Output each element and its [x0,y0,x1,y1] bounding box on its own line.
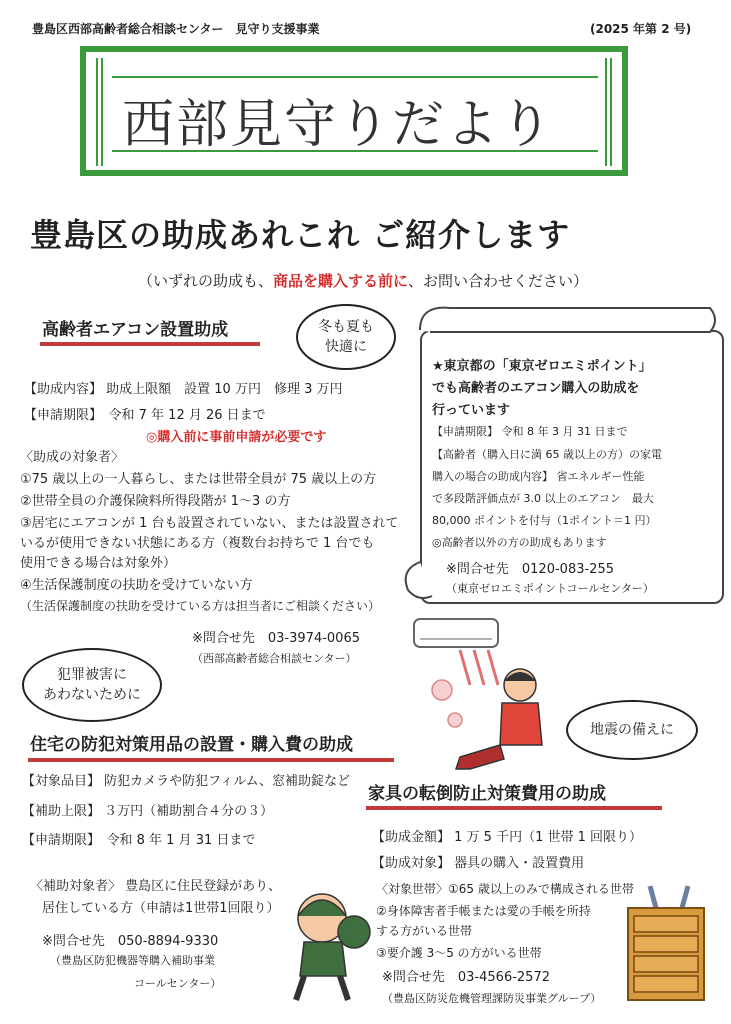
crime-contact-org: コールセンター） [134,977,222,990]
newsletter-title: 西部見守りだより [122,95,555,155]
zero-emi-detail: 購入の場合の助成内容】 省エネルギー性能 [432,470,645,483]
crime-period: 【申請期限】 令和 8 年 1 月 31 日まで [22,833,256,848]
aircon-target-item: いるが使用できない状態にある方（複数台お持ちで 1 台でも [20,536,375,551]
thief-illustration [282,888,372,1008]
furniture-contact-org: （豊島区防災危機管理課防災事業グループ） [382,992,602,1005]
aircon-period: 【申請期限】 令和 7 年 12 月 26 日まで [24,408,266,423]
furniture-target: 【助成対象】 器具の購入・設置費用 [372,856,585,871]
furniture-household: ②身体障害者手帳または愛の手帳を所持 [376,904,591,918]
aircon-target-item: ④生活保護制度の扶助を受けていない方 [20,578,253,593]
aircon-target-item: ②世帯全員の介護保険料所得段階が 1～3 の方 [20,494,291,509]
furniture-amount: 【助成金額】 1 万 5 千円（1 世帯 1 回限り） [372,830,643,845]
aircon-contact-org: （西部高齢者総合相談センター） [192,652,357,665]
zero-emi-period: 【申請期限】 令和 8 年 3 月 31 日まで [432,425,628,438]
crime-items: 【対象品目】 防犯カメラや防犯フィルム、窓補助錠など [22,774,350,789]
aircon-target-heading: 〈助成の対象者〉 [20,450,125,465]
aircon-speech-bubble [296,304,396,370]
bubble-text: 地震の備えに [590,722,674,738]
aircon-target-item: 使用できる場合は対象外） [20,556,177,571]
zero-emi-detail: で多段階評価点が 3.0 以上のエアコン 最大 [432,492,654,505]
title-frame-line [112,76,598,78]
aircon-target-item: ③居宅にエアコンが 1 台も設置されていない、または設置されて [20,516,399,531]
furniture-heading: 家具の転倒防止対策費用の助成 [368,784,606,804]
crime-limit: 【補助上限】 ３万円（補助割合４分の３） [22,804,274,819]
zero-emi-line: 行っています [432,403,511,418]
crime-contact-org: （豊島区防犯機器等購入補助事業 [50,954,215,967]
furniture-household: する方がいる世帯 [376,924,473,938]
zero-emi-detail: 80,000 ポイントを付与（1ポイント＝1 円） [432,514,657,527]
crime-target: 居住している方（申請は1世帯1回限り） [42,901,280,916]
furniture-speech-bubble [566,700,698,760]
bubble-text: 冬も夏も [318,319,374,335]
chest-of-drawers-illustration [622,884,710,1004]
furniture-household: 〈対象世帯〉①65 歳以上のみで構成される世帯 [376,882,634,896]
aircon-target-item: ①75 歳以上の一人暮らし、または世帯全員が 75 歳以上の方 [20,472,377,487]
hot-person-illustration [420,665,560,775]
crime-heading-underline [28,758,394,762]
page-headline: 豊島区の助成あれこれ ご紹介します [30,216,571,254]
zero-emi-line: ★東京都の「東京ゼロエミポイント」 [432,359,652,374]
furniture-household: ③要介護 3～5 の方がいる世帯 [376,946,542,960]
crime-speech-bubble [22,648,162,722]
subheadline [138,270,588,291]
aircon-heading-underline [40,342,260,346]
aircon-contact: ※問合せ先 03-3974-0065 [192,631,360,646]
bubble-text: あわないために [43,687,141,703]
subheadline-prefix: （いずれの助成も、 [138,272,274,290]
furniture-contact: ※問合せ先 03-4566-2572 [382,970,550,985]
scroll-bottom-curl [398,560,438,605]
zero-emi-note: ◎高齢者以外の方の助成もあります [432,536,607,549]
aircon-target-note: （生活保護制度の扶助を受けている方は担当者にご相談ください） [20,599,381,613]
zero-emi-line: でも高齢者のエアコン購入の助成を [432,381,640,396]
subheadline-emphasis: 商品を購入する前に [273,272,409,290]
bubble-text: 快適に [325,339,367,355]
issue-number: (2025 年第 2 号) [590,22,692,36]
crime-contact: ※問合せ先 050-8894-9330 [42,934,219,949]
aircon-content: 【助成内容】 助成上限額 設置 10 万円 修理 3 万円 [24,382,343,397]
subheadline-suffix: 、お問い合わせください） [408,272,589,290]
org-header: 豊島区西部高齢者総合相談センター 見守り支援事業 [32,22,320,36]
bubble-text: 犯罪被害に [57,667,127,683]
zero-emi-contact: ※問合せ先 0120-083-255 [446,562,614,577]
furniture-heading-underline [366,806,662,810]
crime-heading: 住宅の防犯対策用品の設置・購入費の助成 [30,735,353,755]
zero-emi-detail: 【高齢者（購入日に満 65 歳以上の方）の家電 [432,448,662,461]
aircon-notice: ◎購入前に事前申請が必要です [146,430,327,445]
crime-target: 〈補助対象者〉 豊島区に住民登録があり、 [30,879,282,894]
aircon-heading: 高齢者エアコン設置助成 [42,320,229,340]
zero-emi-contact-org: （東京ゼロエミポイントコールセンター） [446,582,654,595]
scroll-top-curl [410,300,720,340]
